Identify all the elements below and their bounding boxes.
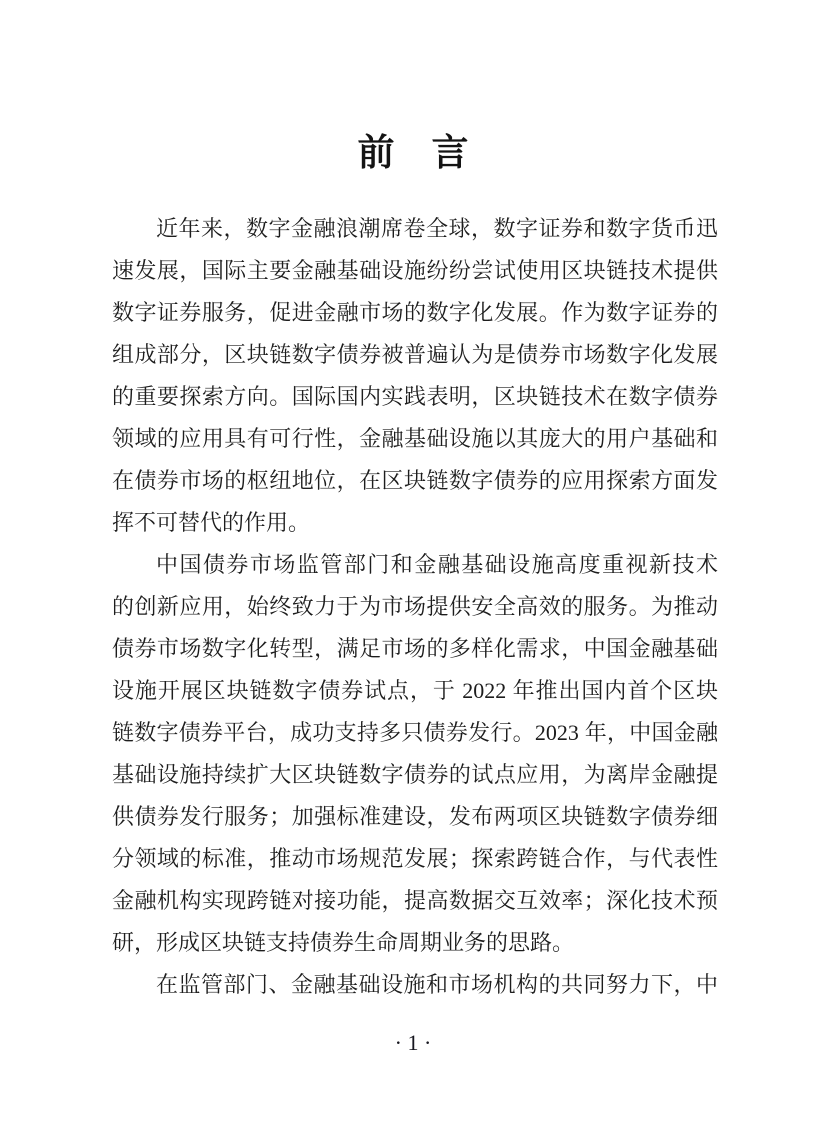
text-line: 数字证券服务，促进金融市场的数字化发展。作为数字证券的 <box>112 300 718 325</box>
paragraph <box>112 208 718 544</box>
document-body <box>112 208 718 1006</box>
text-line: 分领域的标准，推动市场规范发展；探索跨链合作，与代表性 <box>112 846 718 871</box>
text-line: 基础设施持续扩大区块链数字债券的试点应用，为离岸金融提 <box>112 762 718 787</box>
text-line: 在监管部门、金融基础设施和市场机构的共同努力下，中 <box>156 972 718 997</box>
page-title: 前 言 <box>357 133 469 174</box>
text-line: 速发展，国际主要金融基础设施纷纷尝试使用区块链技术提供 <box>112 258 718 283</box>
text-line: 债券市场数字化转型，满足市场的多样化需求，中国金融基础 <box>112 636 718 661</box>
text-line: 研，形成区块链支持债券生命周期业务的思路。 <box>112 930 575 955</box>
text-line: 领域的应用具有可行性，金融基础设施以其庞大的用户基础和 <box>112 426 718 451</box>
text-line: 在债券市场的枢纽地位，在区块链数字债券的应用探索方面发 <box>112 468 718 493</box>
text-line: 设施开展区块链数字债券试点，于 2022 年推出国内首个区块 <box>112 678 718 703</box>
text-line: 中国债券市场监管部门和金融基础设施高度重视新技术 <box>156 552 718 577</box>
text-line: 的创新应用，始终致力于为市场提供安全高效的服务。为推动 <box>112 594 718 619</box>
text-line: 近年来，数字金融浪潮席卷全球，数字证券和数字货币迅 <box>156 216 718 241</box>
text-line: 供债券发行服务；加强标准建设，发布两项区块链数字债券细 <box>112 804 718 829</box>
text-line: 组成部分，区块链数字债券被普遍认为是债券市场数字化发展 <box>112 342 718 367</box>
text-line: 挥不可替代的作用。 <box>112 510 311 535</box>
text-line: 金融机构实现跨链对接功能，提高数据交互效率；深化技术预 <box>112 888 718 913</box>
text-line: 链数字债券平台，成功支持多只债券发行。2023 年，中国金融 <box>112 720 718 745</box>
page-number: · 1 · <box>394 1030 432 1055</box>
paragraph <box>112 544 718 964</box>
paragraph <box>112 964 718 1006</box>
text-line: 的重要探索方向。国际国内实践表明，区块链技术在数字债券 <box>112 384 718 409</box>
